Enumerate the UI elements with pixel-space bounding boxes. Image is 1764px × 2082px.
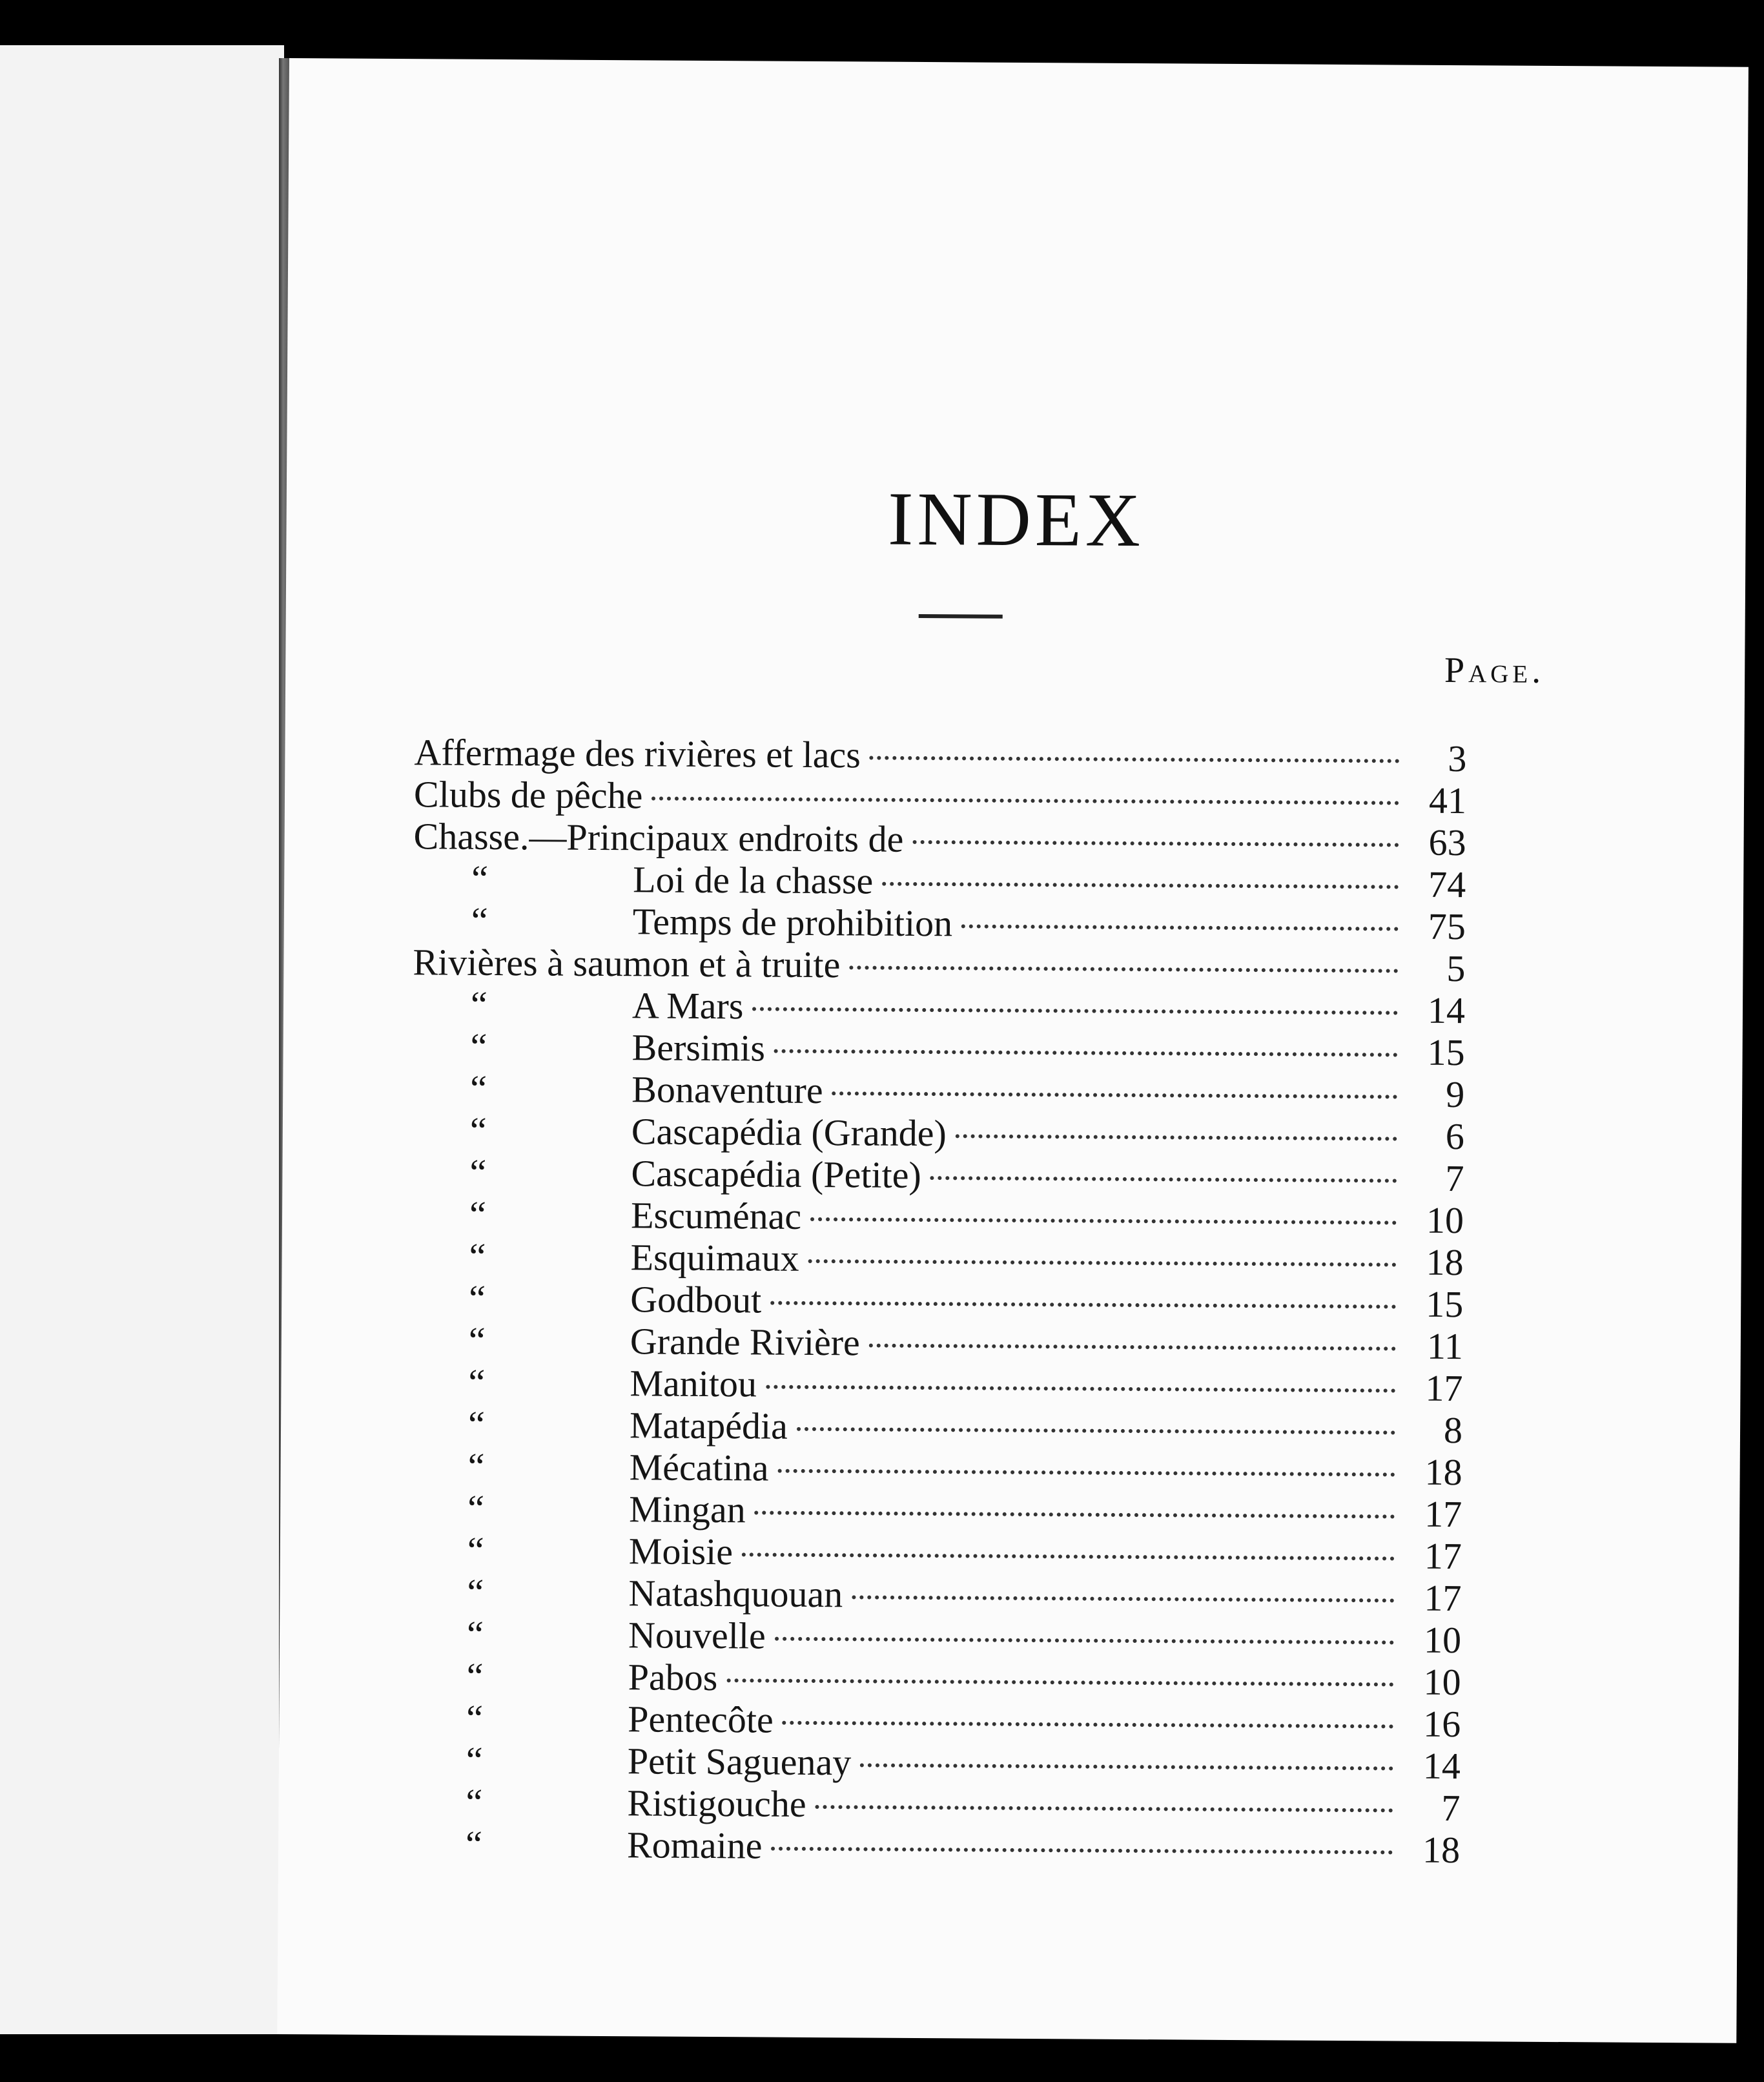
dot-leader: [726, 1678, 1393, 1686]
entry-page-number: 6: [1445, 1115, 1465, 1158]
sub-entry-indent: [551, 1647, 628, 1648]
entry-label: Loi de la chasse: [633, 858, 874, 902]
dot-leader: [770, 1301, 1396, 1309]
dot-leader: [808, 1259, 1397, 1267]
entry-page-number: 10: [1423, 1618, 1462, 1662]
entry-label: Bonaventure: [631, 1068, 823, 1112]
entry-label: Escuménac: [630, 1194, 802, 1237]
ditto-mark: “: [467, 1571, 484, 1613]
ditto-mark: “: [466, 1654, 484, 1697]
dot-leader: [870, 756, 1400, 763]
dot-leader: [755, 1510, 1395, 1518]
sub-entry-indent: [550, 1773, 628, 1774]
index-entry: [409, 1570, 1461, 1618]
entry-page-number: 75: [1428, 905, 1466, 948]
sub-entry-indent: [551, 1521, 629, 1522]
entry-page-number: 15: [1426, 1283, 1464, 1326]
page-column-heading: Page.: [1444, 650, 1545, 691]
ditto-mark: “: [467, 1445, 485, 1487]
index-entry: [410, 1360, 1462, 1408]
entry-label: Natashquouan: [628, 1572, 843, 1616]
index-entry: [413, 856, 1466, 905]
entry-page-number: 14: [1422, 1744, 1461, 1788]
index-entry: [413, 940, 1465, 989]
entry-label: Romaine: [626, 1824, 763, 1867]
entry-label: Cascapédia (Grande): [631, 1110, 947, 1155]
dot-leader: [797, 1427, 1395, 1435]
entry-page-number: 3: [1448, 737, 1467, 780]
entry-page-number: 10: [1423, 1660, 1461, 1704]
index-entry: [408, 1696, 1461, 1744]
index-entry: [412, 1066, 1464, 1115]
dot-leader: [956, 1134, 1397, 1140]
index-entry: [411, 1276, 1463, 1324]
entry-page-number: 15: [1427, 1031, 1465, 1074]
entry-page-number: 14: [1427, 989, 1466, 1032]
entry-label: Petit Saguenay: [627, 1740, 852, 1784]
entry-page-number: 7: [1441, 1786, 1461, 1829]
entry-page-number: 18: [1426, 1241, 1464, 1284]
index-entry: [409, 1528, 1462, 1576]
index-entry: [414, 772, 1466, 821]
ditto-mark: “: [466, 1738, 483, 1781]
left-page-edge: [0, 45, 284, 2034]
entry-page-number: 18: [1422, 1828, 1461, 1871]
ditto-mark: “: [470, 1067, 487, 1109]
index-entry: [411, 1150, 1464, 1199]
entry-page-number: 17: [1425, 1366, 1463, 1410]
entry-label: Pentecôte: [628, 1698, 774, 1741]
dot-leader: [777, 1469, 1395, 1477]
entry-label: Bersimis: [631, 1026, 766, 1069]
entry-label: Godbout: [630, 1278, 762, 1321]
ditto-mark: “: [469, 1151, 487, 1193]
dot-leader: [742, 1552, 1395, 1560]
entry-label: Mécatina: [629, 1446, 769, 1489]
ditto-mark: “: [466, 1696, 484, 1739]
index-entry: [412, 1024, 1464, 1073]
entry-label: Temps de prohibition: [632, 900, 953, 945]
index-entries: [407, 730, 1467, 1870]
dot-leader: [771, 1847, 1393, 1855]
index-entry: [411, 1192, 1464, 1241]
dot-leader: [783, 1721, 1394, 1729]
ditto-mark: “: [466, 1780, 483, 1823]
sub-entry-indent: [549, 1857, 627, 1858]
index-entry: [411, 1318, 1463, 1366]
ditto-mark: “: [467, 1403, 486, 1445]
index-entry: [412, 1108, 1464, 1157]
index-entry: [413, 814, 1466, 863]
index-entry: [409, 1654, 1461, 1702]
index-entry: [409, 1444, 1462, 1492]
dot-leader: [651, 796, 1399, 805]
ditto-mark: “: [470, 983, 488, 1026]
dot-leader: [832, 1091, 1398, 1098]
dot-leader: [860, 1763, 1393, 1770]
entry-label: Esquimaux: [630, 1236, 799, 1279]
index-entry: [409, 1612, 1461, 1660]
entry-page-number: 17: [1424, 1534, 1462, 1578]
dot-leader: [766, 1385, 1395, 1393]
index-page: [277, 58, 1749, 2043]
entry-label: Rivières à saumon et à truite: [413, 941, 841, 986]
entry-page-number: 8: [1443, 1408, 1463, 1452]
index-entry: [413, 898, 1466, 947]
dot-leader: [869, 1344, 1396, 1351]
entry-label: Matapédia: [629, 1404, 788, 1447]
dot-leader: [815, 1805, 1393, 1812]
ditto-mark: “: [468, 1319, 486, 1361]
ditto-mark: “: [471, 857, 489, 900]
entry-page-number: 17: [1424, 1492, 1462, 1536]
index-entry: [411, 1234, 1463, 1283]
dot-leader: [882, 882, 1399, 889]
ditto-mark: “: [466, 1613, 484, 1655]
entry-page-number: 18: [1424, 1450, 1462, 1494]
entry-page-number: 74: [1428, 863, 1466, 906]
entry-label: Pabos: [628, 1656, 718, 1699]
entry-label: Nouvelle: [628, 1614, 766, 1657]
ditto-mark: “: [469, 1277, 486, 1319]
index-entry: [414, 730, 1466, 779]
dot-leader: [752, 1007, 1398, 1015]
sub-entry-indent: [551, 1689, 628, 1690]
dot-leader: [775, 1637, 1394, 1645]
dot-leader: [961, 924, 1399, 931]
sub-entry-indent: [552, 1479, 630, 1480]
index-entry: [408, 1738, 1461, 1786]
index-entry: [407, 1780, 1460, 1828]
entry-page-number: 11: [1426, 1324, 1464, 1368]
entry-page-number: 41: [1428, 779, 1467, 822]
page-title: INDEX: [887, 476, 1145, 563]
dot-leader: [810, 1217, 1397, 1225]
ditto-mark: “: [469, 1235, 486, 1277]
ditto-mark: “: [469, 1193, 487, 1235]
sub-entry-indent: [551, 1605, 628, 1606]
sub-entry-indent: [550, 1731, 628, 1732]
index-entry: [409, 1486, 1462, 1534]
entry-label: Mingan: [629, 1488, 746, 1531]
entry-label: A Mars: [631, 984, 744, 1027]
entry-label: Affermage des rivières et lacs: [414, 731, 861, 776]
entry-label: Cascapédia (Petite): [631, 1152, 921, 1197]
dot-leader: [849, 965, 1398, 973]
dot-leader: [930, 1176, 1397, 1182]
index-entry: [410, 1402, 1462, 1450]
entry-label: Moisie: [628, 1530, 733, 1573]
sub-entry-indent: [551, 1563, 629, 1564]
ditto-mark: “: [467, 1487, 485, 1529]
entry-label: Chasse.—Principaux endroits de: [413, 815, 904, 860]
ditto-mark: “: [465, 1822, 483, 1865]
index-entry: [413, 982, 1465, 1031]
sub-entry-indent: [549, 1815, 627, 1816]
index-entry: [407, 1822, 1460, 1870]
ditto-mark: “: [470, 1025, 487, 1067]
ditto-mark: “: [471, 899, 488, 942]
dot-leader: [912, 840, 1399, 847]
ditto-mark: “: [467, 1529, 484, 1571]
entry-page-number: 7: [1445, 1157, 1464, 1200]
entry-label: Ristigouche: [627, 1782, 806, 1825]
entry-label: Grande Rivière: [630, 1320, 860, 1364]
ditto-mark: “: [468, 1361, 486, 1403]
dot-leader: [774, 1049, 1398, 1057]
entry-page-number: 63: [1428, 821, 1466, 864]
entry-page-number: 16: [1423, 1702, 1461, 1746]
dot-leader: [852, 1595, 1394, 1602]
entry-label: Clubs de pêche: [413, 773, 643, 817]
title-rule: [919, 614, 1003, 619]
entry-page-number: 5: [1446, 947, 1466, 990]
ditto-mark: “: [469, 1109, 487, 1151]
entry-page-number: 9: [1446, 1073, 1465, 1116]
entry-label: Manitou: [630, 1362, 757, 1405]
entry-page-number: 10: [1426, 1199, 1464, 1242]
entry-page-number: 17: [1424, 1576, 1462, 1620]
